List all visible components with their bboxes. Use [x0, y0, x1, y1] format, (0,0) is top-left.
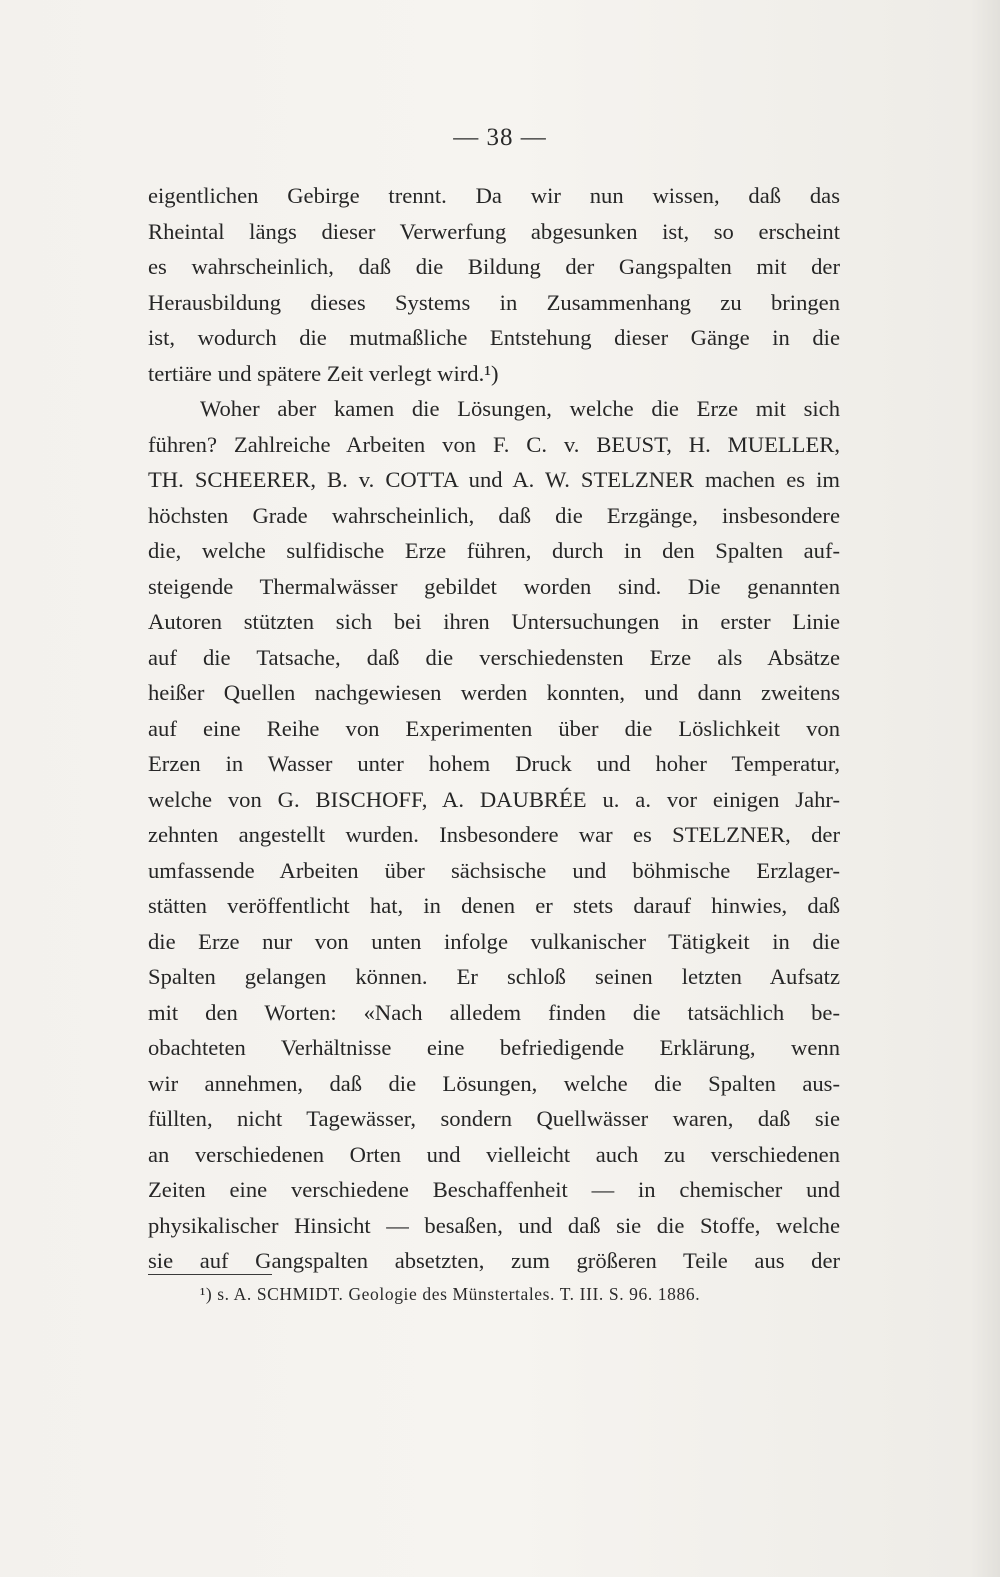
text-line: heißer Quellen nachgewiesen werden konnten, und dann zweitens [148, 680, 840, 705]
footnote-rule [148, 1274, 272, 1275]
text-line: die Erze nur von unten infolge vulkanischer Tätigkeit in die [148, 928, 840, 954]
paragraph-2 [148, 391, 840, 1279]
text-line: höchsten Grade wahrscheinlich, daß die Erzgänge, insbesondere [148, 502, 840, 528]
text-line: zehnten angestellt wurden. Insbesondere war es STELZNER, der [148, 822, 840, 847]
text-line: führen? Zahlreiche Arbeiten von F. C. v. BEUST, H. MUELLER, [148, 431, 840, 457]
text-line: sie auf Gangspalten absetzten, zum größeren Teile aus der [148, 1248, 840, 1273]
text-line: füllten, nicht Tagewässer, sondern Quellwässer waren, daß sie [148, 1106, 840, 1131]
text-line: Autoren stützten sich bei ihren Untersuchungen in erster Linie [148, 609, 840, 634]
text-line: auf eine Reihe von Experimenten über die Löslichkeit von [148, 715, 840, 741]
text-line: umfassende Arbeiten über sächsische und böhmische Erzlager- [148, 857, 840, 883]
text-line: obachteten Verhältnisse eine befriedigende Erklärung, wenn [148, 1035, 840, 1060]
text-line: Zeiten eine verschiedene Beschaffenheit — in chemischer und [148, 1177, 840, 1202]
text-line: auf die Tatsache, daß die verschiedensten Erze als Absätze [148, 644, 840, 670]
text-line: wir annehmen, daß die Lösungen, welche die Spalten aus- [148, 1070, 840, 1096]
text-line: mit den Worten: «Nach alledem finden die tatsächlich be- [148, 999, 840, 1025]
paragraph-1 [148, 178, 840, 391]
text-line: physikalischer Hinsicht — besaßen, und daß sie die Stoffe, welche [148, 1212, 840, 1238]
text-line: tertiäre und spätere Zeit verlegt wird.¹) [148, 360, 499, 386]
footnote: ¹) s. A. SCHMIDT. Geologie des Münstertales. T. III. S. 96. 1886. [200, 1284, 701, 1304]
text-line: TH. SCHEERER, B. v. COTTA und A. W. STELZNER machen es im [148, 467, 840, 492]
text-line: stätten veröffentlicht hat, in denen er stets darauf hinwies, daß [148, 893, 840, 918]
text-line: Herausbildung dieses Systems in Zusammenhang zu bringen [148, 289, 840, 315]
page-number: — 38 — [453, 124, 547, 151]
text-line: eigentlichen Gebirge trennt. Da wir nun wissen, daß das [148, 183, 840, 208]
text-line: Rheintal längs dieser Verwerfung abgesunken ist, so erscheint [148, 218, 840, 244]
text-line: an verschiedenen Orten und vielleicht auch zu verschiedenen [148, 1141, 840, 1167]
text-line: welche von G. BISCHOFF, A. DAUBRÉE u. a. vor einigen Jahr- [148, 786, 840, 812]
text-line: es wahrscheinlich, daß die Bildung der Gangspalten mit der [148, 254, 840, 279]
text-line: Erzen in Wasser unter hohem Druck und hoher Temperatur, [148, 751, 840, 776]
text-line: ist, wodurch die mutmaßliche Entstehung dieser Gänge in die [148, 325, 840, 350]
text-line: die, welche sulfidische Erze führen, durch in den Spalten auf- [148, 538, 840, 563]
text-line: Woher aber kamen die Lösungen, welche die Erze mit sich [200, 396, 840, 421]
body-text [148, 178, 840, 1279]
text-line: steigende Thermalwässer gebildet worden sind. Die genannten [148, 573, 840, 599]
text-line: Spalten gelangen können. Er schloß seinen letzten Aufsatz [148, 964, 840, 989]
